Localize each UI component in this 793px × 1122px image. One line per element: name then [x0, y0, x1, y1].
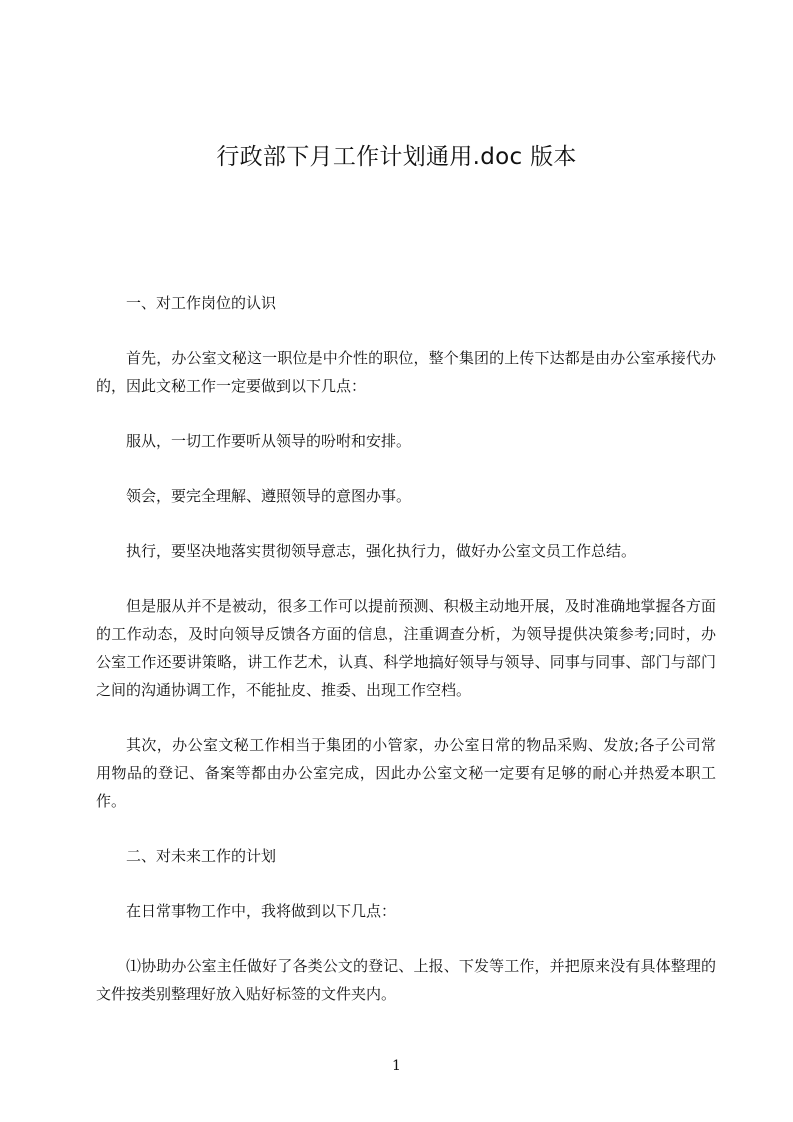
document-title: 行政部下月工作计划通用.doc 版本	[216, 144, 577, 170]
paragraph-not-passive: 但是服从并不是被动，很多工作可以提前预测、积极主动地开展，及时准确地掌握各方面的工作动态，及时向领导反馈各方面的信息，注重调查分析，为领导提供决策参考;同时，办公室工作还要讲策略，讲工作艺术，认真、科学地搞好领导与领导、同事与同事、部门与部门之间的沟通协调工作，不能扯皮、推委、出现工作空档。	[96, 597, 716, 699]
paragraph-understand: 领会，要完全理解、遵照领导的意图办事。	[126, 487, 412, 505]
document-body	[96, 289, 716, 1035]
paragraph-daily-work: 在日常事物工作中，我将做到以下几点：	[126, 902, 397, 920]
paragraph-secondly: 其次，办公室文秘工作相当于集团的小管家，办公室日常的物品采购、发放;各子公司常用物品的登记、备案等都由办公室完成，因此办公室文秘一定要有足够的耐心并热爱本职工作。	[96, 736, 716, 810]
paragraph-item-1: ⑴协助办公室主任做好了各类公文的登记、上报、下发等工作，并把原来没有具体整理的文件按类别整理好放入贴好标签的文件夹内。	[96, 957, 716, 1003]
paragraph-intro: 首先，办公室文秘这一职位是中介性的职位，整个集团的上传下达都是由办公室承接代办的，因此文秘工作一定要做到以下几点：	[96, 349, 716, 395]
page-number: 1	[392, 1058, 401, 1074]
section-heading-2: 二、对未来工作的计划	[126, 847, 277, 865]
section-heading-1: 一、对工作岗位的认识	[126, 294, 277, 312]
paragraph-obey: 服从，一切工作要听从领导的吩咐和安排。	[126, 432, 412, 450]
paragraph-execute: 执行，要坚决地落实贯彻领导意志，强化执行力，做好办公室文员工作总结。	[126, 542, 637, 560]
